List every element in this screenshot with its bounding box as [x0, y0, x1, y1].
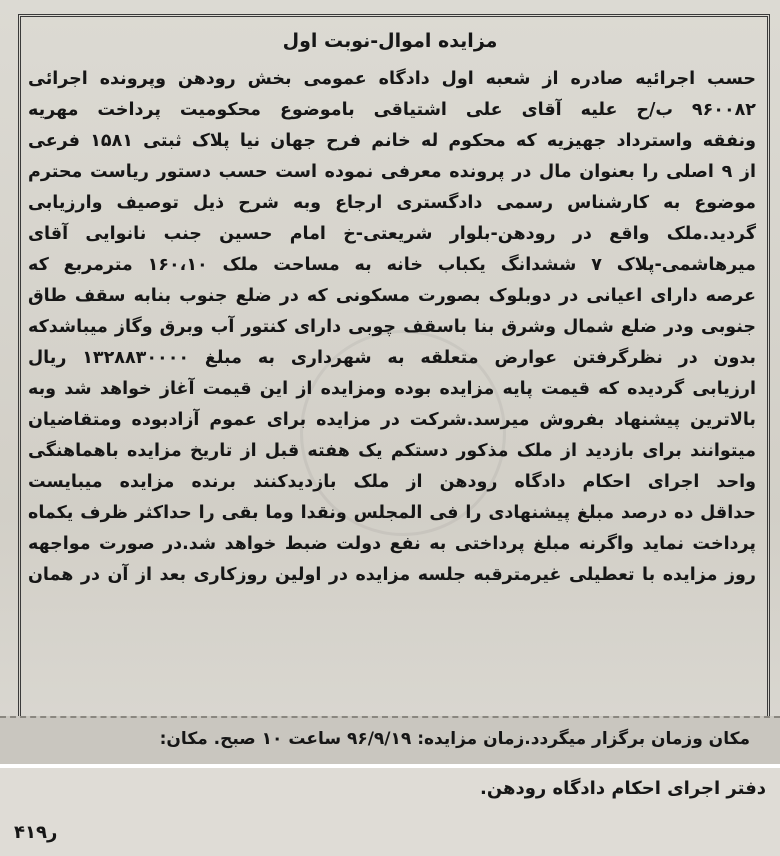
notice-body — [28, 64, 756, 714]
notice-line: ارزیابی گردیده که قیمت پایه مزایده بوده ومزایده از این قیمت آغاز خواهد شد وبه — [28, 379, 756, 399]
notice-line: واحد اجرای احکام دادگاه رودهن از ملک بازدیدکنند برنده مزایده میبایست — [28, 472, 756, 492]
notice-last-line: مکان وزمان برگزار میگردد.زمان مزایده: ۹۶/۹/۱۹ ساعت ۱۰ صبح. مکان: — [159, 729, 750, 749]
notice-line: روز مزایده با تعطیلی غیرمترقبه جلسه مزایده در اولین روزکاری بعد از آن در همان — [28, 565, 756, 585]
notice-line: گردید.ملک واقع در رودهن-بلوار شریعتی-خ امام حسین جنب نانوایی آقای — [28, 224, 756, 244]
notice-line: بدون در نظرگرفتن عوارض متعلقه به شهرداری به مبلغ ۱۳۲۸۸۳۰۰۰۰ ریال — [28, 348, 756, 368]
notice-title: مزایده اموال-نوبت اول — [282, 30, 498, 52]
notice-line: ۹۶۰۰۸۲ ب/ح علیه آقای علی اشتیاقی باموضوع محکومیت پرداخت مهریه — [28, 100, 756, 120]
notice-footer: دفتر اجرای احکام دادگاه رودهن. — [479, 778, 766, 799]
ad-code: ر۴۱۹ — [14, 822, 58, 843]
notice-line: میتوانند برای بازدید از ملک مذکور دستکم یک هفته قبل از تاریخ مزایده باهماهنگی — [28, 441, 756, 461]
notice-line: ونفقه واسترداد جهیزیه که محکوم له خانم فرح جهان نیا پلاک ثبتی ۱۵۸۱ فرعی — [28, 131, 756, 151]
notice-line: پرداخت نماید واگرنه مبلغ پرداختی به نفع دولت ضبط خواهد شد.در صورت مواجهه — [28, 534, 756, 554]
notice-line: عرصه دارای اعیانی در دوبلوک بصورت مسکونی که در ضلع جنوب بنابه سقف طاق — [28, 286, 756, 306]
notice-line: حداقل ده درصد مبلغ پیشنهادی را فی المجلس ونقدا وما بقی را حداکثر ظرف یکماه — [28, 503, 756, 523]
notice-line: جنوبی ودر ضلع شمال وشرق بنا باسقف چوبی دارای کنتور آب وبرق وگاز میباشدکه — [28, 317, 756, 337]
notice-line: حسب اجرائیه صادره از شعبه اول دادگاه عمومی بخش رودهن وپرونده اجرائی — [28, 69, 756, 89]
notice-line: از ۹ اصلی را بعنوان مال در پرونده معرفی نموده است حسب دستور ریاست محترم — [28, 162, 756, 182]
notice-line: بالاترین پیشنهاد بفروش میرسد.شرکت در مزایده برای عموم آزادبوده ومتقاضیان — [28, 410, 756, 430]
notice-line: میرهاشمی-پلاک ۷ ششدانگ یکباب خانه به مساحت ملک ۱۶۰،۱۰ مترمربع که — [28, 255, 756, 275]
notice-line: موضوع به کارشناس رسمی دادگستری ارجاع وبه شرح ذیل توصیف وارزیابی — [28, 193, 756, 213]
